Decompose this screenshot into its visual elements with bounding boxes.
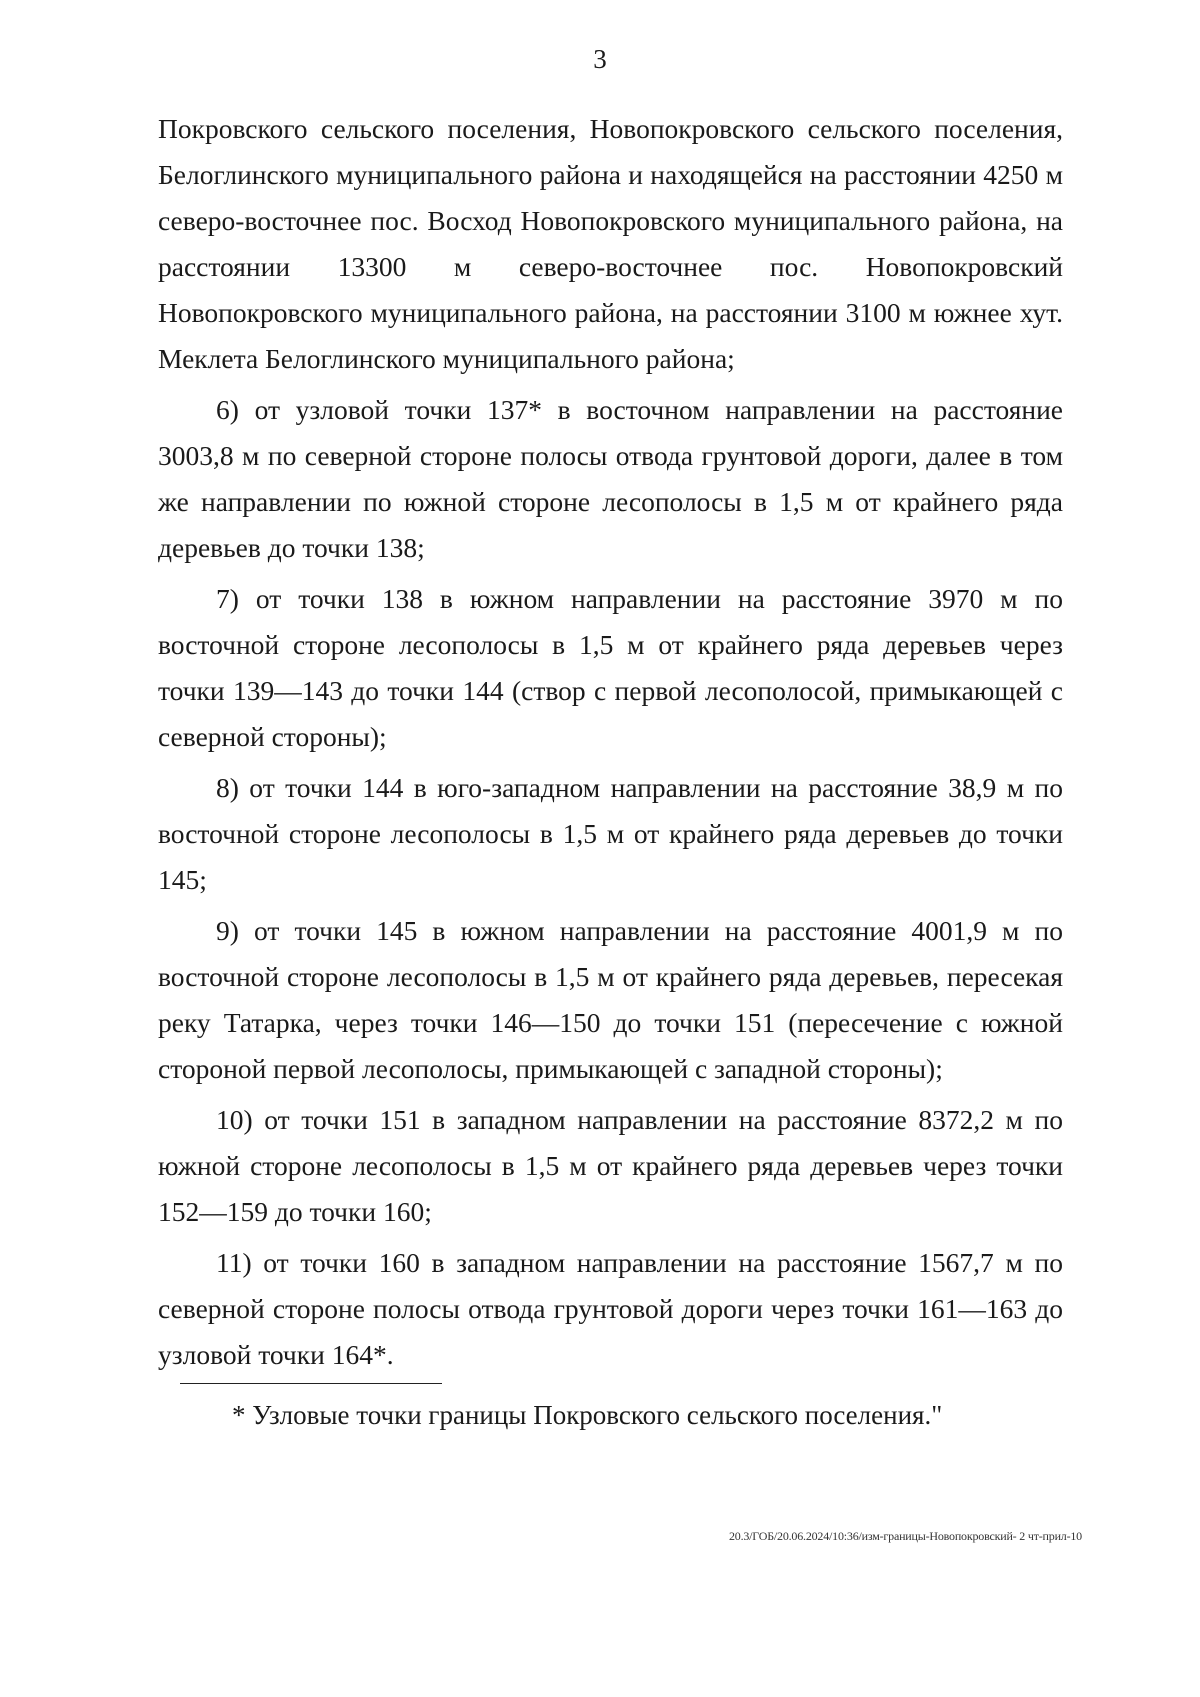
- boundary-item-8: 8) от точки 144 в юго-западном направлении на расстояние 38,9 м по восточной стороне лесополосы в 1,5 м от крайнего ряда деревьев до точки 145;: [158, 772, 1063, 895]
- boundary-item-11: 11) от точки 160 в западном направлении на расстояние 1567,7 м по северной стороне полосы отвода грунтовой дороги через точки 161—163 до узловой точки 164*.: [158, 1247, 1063, 1370]
- footnote: * Узловые точки границы Покровского сельского поселения.": [232, 1400, 943, 1430]
- boundary-item-9: 9) от точки 145 в южном направлении на расстояние 4001,9 м по восточной стороне лесополосы в 1,5 м от крайнего ряда деревьев, пересекая реку Татарка, через точки 146—150 до точки 151 (пересечение с южной стороной первой лесополосы, примыкающей с западной стороны);: [158, 915, 1063, 1084]
- document-body: [158, 106, 1063, 1378]
- intro-paragraph: Покровского сельского поселения, Новопокровского сельского поселения, Белоглинского муниципального района и находящейся на расстоянии 4250 м северо-восточнее пос. Восход Новопокровского муниципального района, на расстоянии 13300 м северо-восточнее пос. Новопокровский Новопокровского муниципального района, на расстоянии 3100 м южнее хут. Меклета Белоглинского муниципального района;: [158, 113, 1063, 374]
- page-number: 3: [593, 44, 607, 74]
- boundary-item-7: 7) от точки 138 в южном направлении на расстояние 3970 м по восточной стороне лесополосы в 1,5 м от крайнего ряда деревьев через точки 139—143 до точки 144 (створ с первой лесополосой, примыкающей с северной стороны);: [158, 583, 1063, 752]
- boundary-item-6: 6) от узловой точки 137* в восточном направлении на расстояние 3003,8 м по северной стороне полосы отвода грунтовой дороги, далее в том же направлении по южной стороне лесополосы в 1,5 м от крайнего ряда деревьев до точки 138;: [158, 394, 1063, 563]
- boundary-item-10: 10) от точки 151 в западном направлении на расстояние 8372,2 м по южной стороне лесополосы в 1,5 м от крайнего ряда деревьев через точки 152—159 до точки 160;: [158, 1104, 1063, 1227]
- file-path-stamp: 20.3/ГОБ/20.06.2024/10:36/изм-границы-Новопокровский- 2 чт-прил-10: [728, 1529, 1082, 1543]
- footnote-separator: [180, 1383, 442, 1384]
